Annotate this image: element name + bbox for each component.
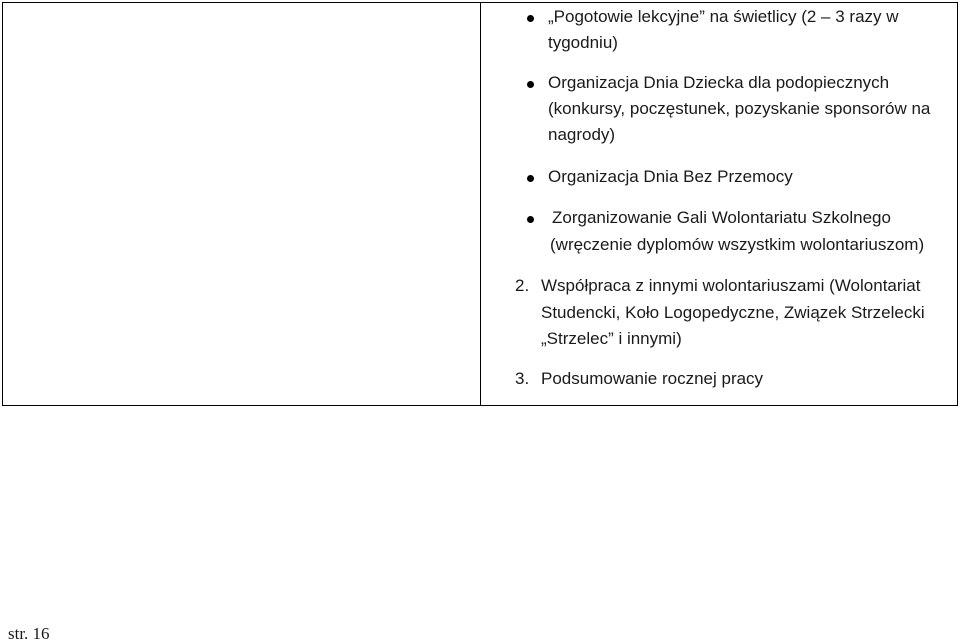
numbered-item-3-line-1: Podsumowanie rocznej pracy: [541, 369, 764, 388]
bullet-item-4-line-1: Zorganizowanie Gali Wolontariatu Szkolnego: [552, 208, 891, 227]
numbered-item-2-line-2: Studencki, Koło Logopedyczne, Związek Strzelecki: [541, 303, 925, 322]
bullet-item-1-line-1: „Pogotowie lekcyjne” na świetlicy (2 – 3 razy w: [548, 7, 899, 26]
bullet-item-2-line-2: (konkursy, poczęstunek, pozyskanie sponsorów na: [548, 99, 931, 118]
bullet-marker: [527, 15, 534, 22]
numbered-item-2-line-3: „Strzelec” i innymi): [541, 329, 682, 348]
bullet-marker: [527, 216, 534, 223]
left-table-cell: [3, 3, 481, 405]
numbered-item-2-line-1: Współpraca z innymi wolontariuszami (Wolontariat: [541, 276, 921, 295]
numbered-item-3-number: 3.: [515, 369, 530, 388]
bullet-item-2-line-3: nagrody): [548, 125, 616, 144]
document-table: [2, 2, 958, 406]
bullet-item-3-line-1: Organizacja Dnia Bez Przemocy: [548, 167, 793, 186]
bullet-item-2-line-1: Organizacja Dnia Dziecka dla podopiecznych: [548, 73, 890, 92]
page-number: str. 16: [8, 624, 50, 643]
bullet-item-4-line-2: (wręczenie dyplomów wszystkim wolontariuszom): [550, 235, 925, 254]
bullet-marker: [527, 175, 534, 182]
numbered-item-2-number: 2.: [515, 276, 530, 295]
bullet-marker: [527, 81, 534, 88]
bullet-item-1-line-2: tygodniu): [548, 33, 618, 52]
